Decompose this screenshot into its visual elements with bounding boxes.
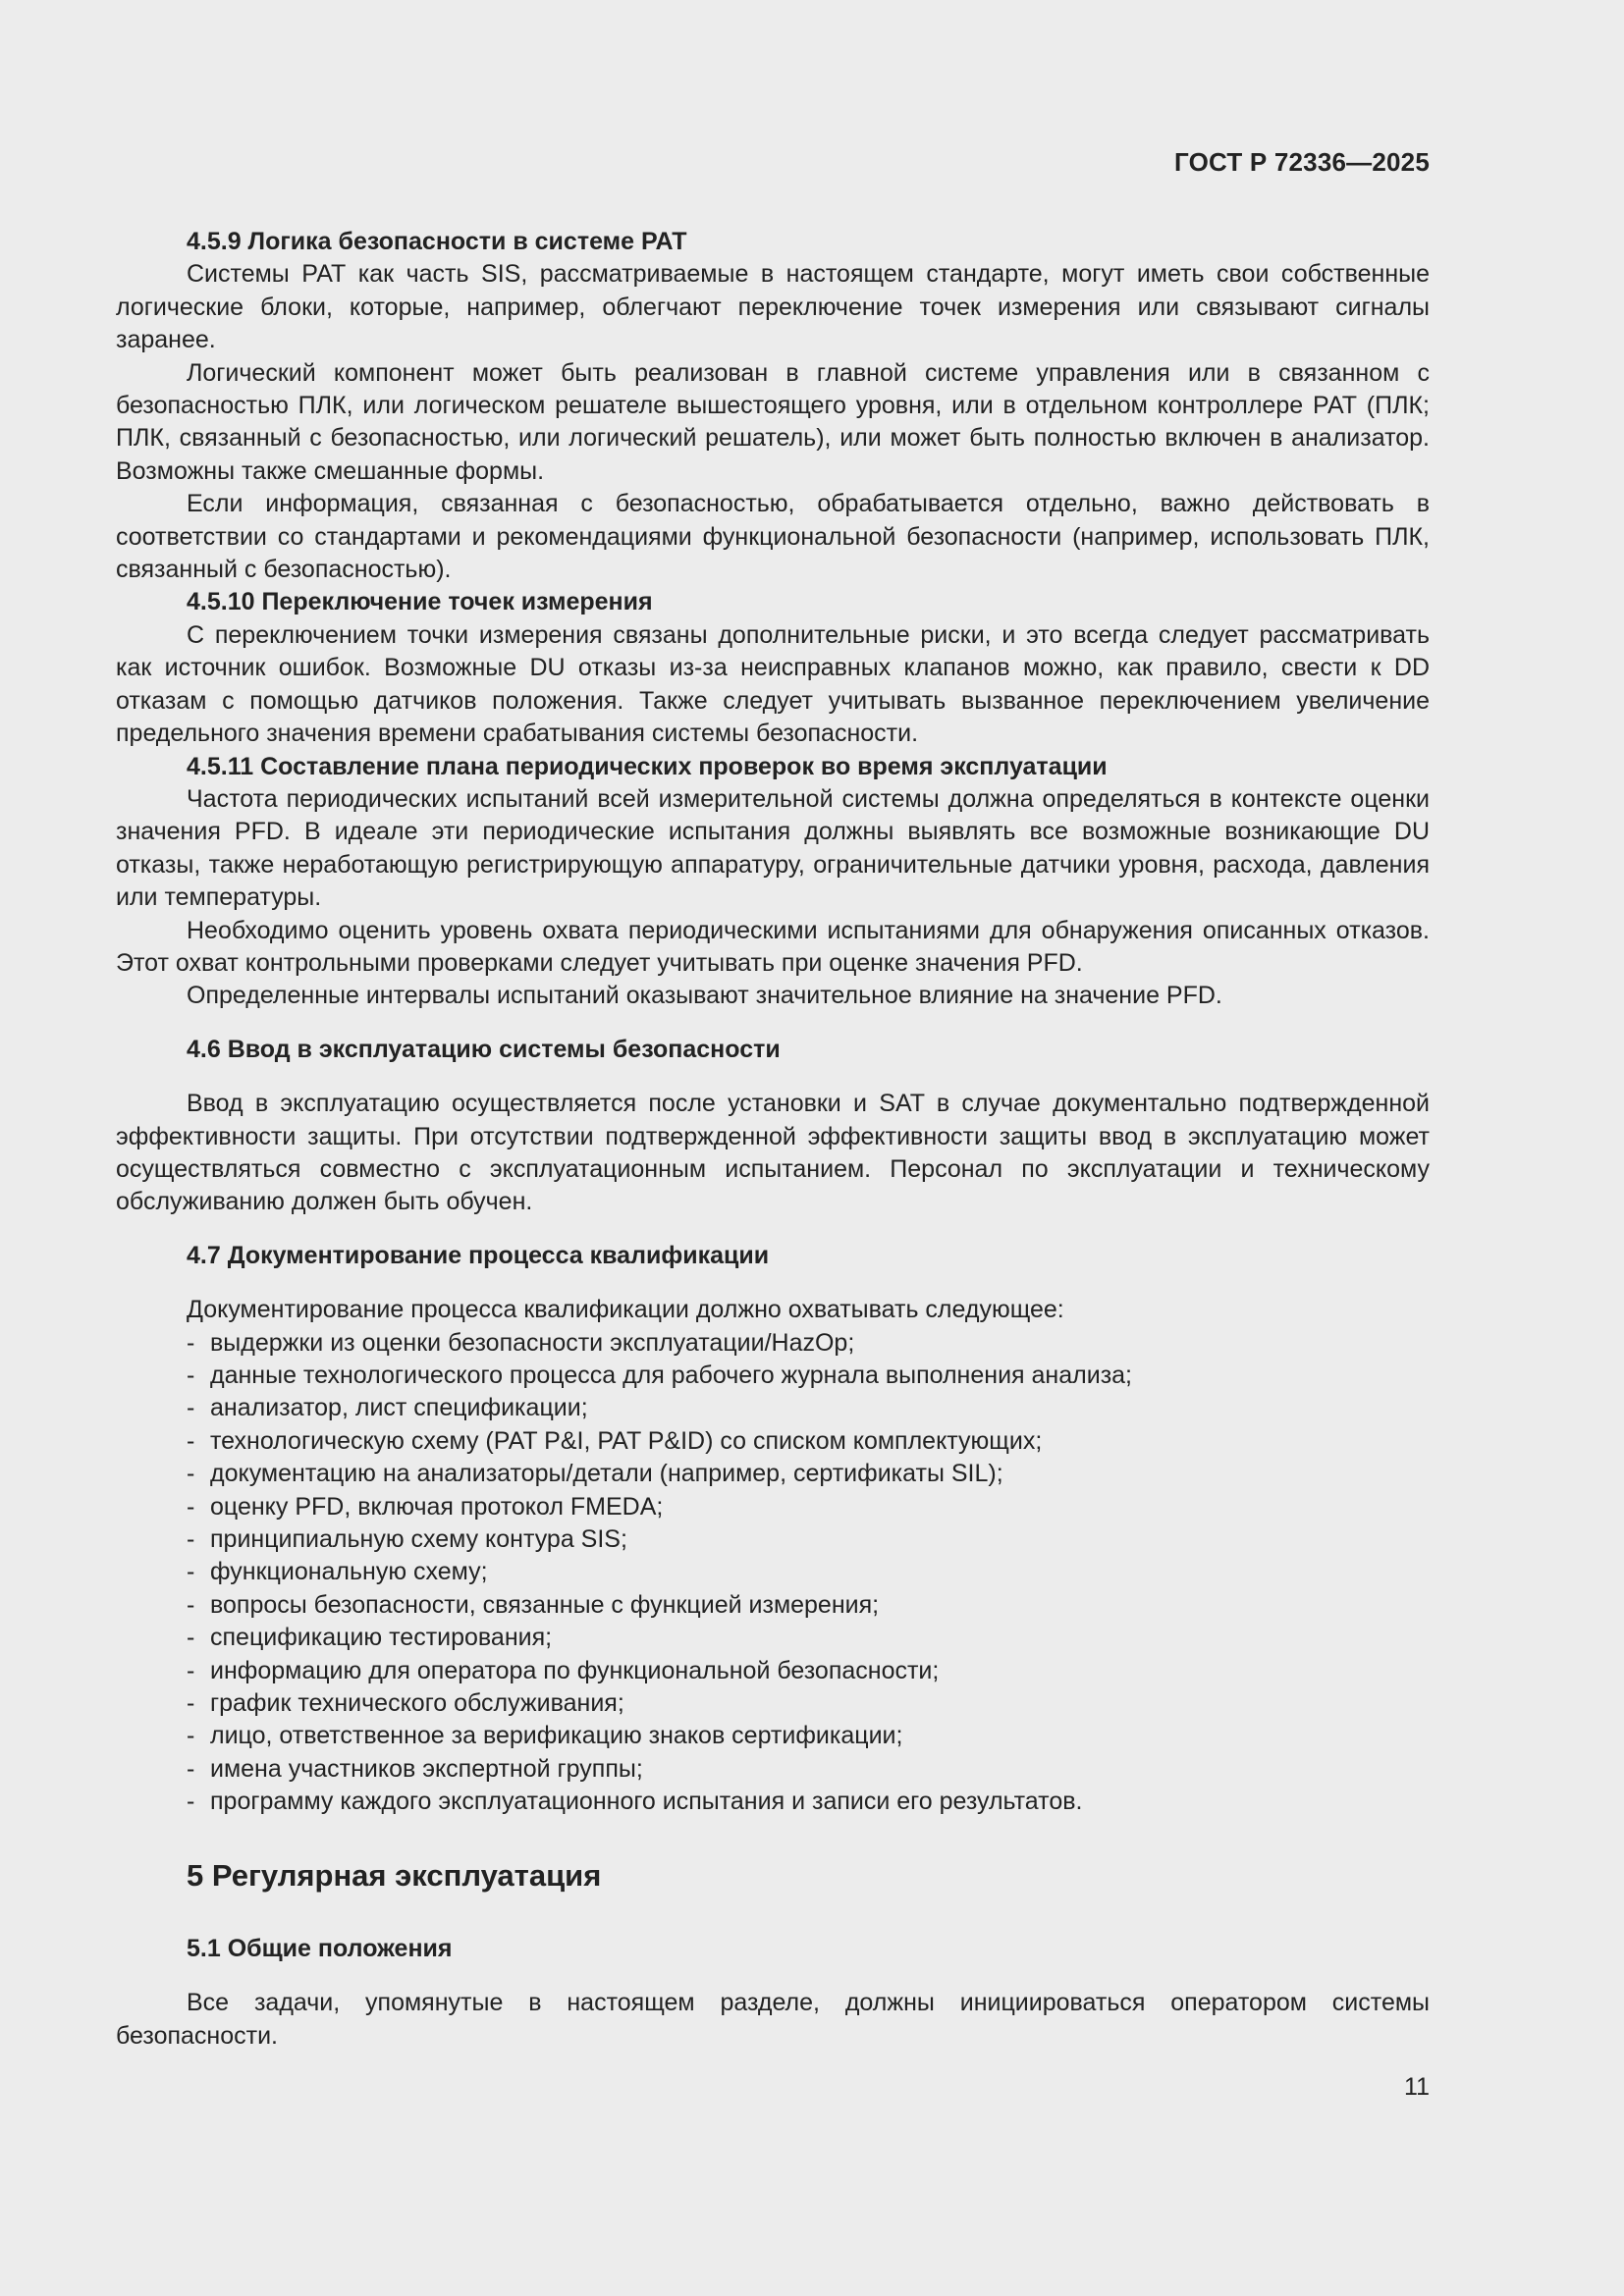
paragraph: Ввод в эксплуатацию осуществляется после установки и SAT в случае документально подтвержденной эффективности защиты. При отсутствии подтвержденной эффективности защиты ввод в эксплуатацию может осуществляться совместно с эксплуатационным испытанием. Персонал по эксплуатации и техническому обслуживанию должен быть обучен. xyxy=(116,1090,1430,1216)
list-item: - вопросы безопасности, связанные с функцией измерения; xyxy=(187,1589,1430,1622)
list-item: - программу каждого эксплуатационного испытания и записи его результатов. xyxy=(187,1786,1430,1818)
chapter-heading-5: 5 Регулярная эксплуатация xyxy=(187,1857,602,1893)
section-heading-4-5-9: 4.5.9 Логика безопасности в системе РАТ xyxy=(187,228,687,255)
section-heading-4-5-11: 4.5.11 Составление плана периодических проверок во время эксплуатации xyxy=(187,752,1108,780)
paragraph: Необходимо оценить уровень охвата периодическими испытаниями для обнаружения описанных отказов. Этот охват контрольными проверками следует учитывать при оценке значения PFD. xyxy=(116,916,1430,977)
list-item: - документацию на анализаторы/детали (например, сертификаты SIL); xyxy=(187,1458,1430,1490)
document-page xyxy=(116,0,1430,2296)
section-heading-4-5-10: 4.5.10 Переключение точек измерения xyxy=(187,588,653,616)
list-item: - информацию для оператора по функциональной безопасности; xyxy=(187,1655,1430,1687)
paragraph: Частота периодических испытаний всей измерительной системы должна определяться в контексте оценки значения PFD. В идеале эти периодические испытания должны выявлять все возможные возникающие DU отказы, также неработающую регистрирующую аппаратуру, ограничительные датчики уровня, расхода, давления или температуры. xyxy=(116,784,1430,912)
list-item: - функциональную схему; xyxy=(187,1556,1430,1588)
paragraph: С переключением точки измерения связаны дополнительные риски, и это всегда следует рассматривать как источник ошибок. Возможные DU отказы из-за неисправных клапанов можно, как правило, свести к DD отказам с помощью датчиков положения. Также следует учитывать вызванное переключением увеличение предельного значения времени срабатывания системы безопасности. xyxy=(116,620,1430,748)
section-heading-4-7: 4.7 Документирование процесса квалификации xyxy=(187,1241,770,1269)
paragraph: Если информация, связанная с безопасностью, обрабатывается отдельно, важно действовать в соответствии со стандартами и рекомендациями функциональной безопасности (например, использовать ПЛК, связанный с безопасностью). xyxy=(116,490,1430,584)
list-item: - технологическую схему (PAT P&I, PAT P&ID) со списком комплектующих; xyxy=(187,1425,1430,1458)
section-heading-5-1: 5.1 Общие положения xyxy=(187,1934,453,1962)
list-item: - спецификацию тестирования; xyxy=(187,1622,1430,1654)
paragraph: Все задачи, упомянутые в настоящем разделе, должны инициироваться оператором системы безопасности. xyxy=(116,1989,1430,2050)
paragraph: Определенные интервалы испытаний оказывают значительное влияние на значение PFD. xyxy=(187,982,1222,1010)
list-item: - лицо, ответственное за верификацию знаков сертификации; xyxy=(187,1720,1430,1752)
section-heading-4-6: 4.6 Ввод в эксплуатацию системы безопасности xyxy=(187,1035,781,1063)
list-item: - анализатор, лист спецификации; xyxy=(187,1392,1430,1424)
list-item: - выдержки из оценки безопасности эксплуатации/HazOp; xyxy=(187,1327,1430,1360)
page-number: 11 xyxy=(1404,2073,1430,2101)
documentation-list xyxy=(116,1327,1430,1819)
list-item: - принципиальную схему контура SIS; xyxy=(187,1523,1430,1556)
document-id-header: ГОСТ Р 72336—2025 xyxy=(1174,147,1430,177)
list-item: - данные технологического процесса для рабочего журнала выполнения анализа; xyxy=(187,1360,1430,1392)
paragraph: Системы РАТ как часть SIS, рассматриваемые в настоящем стандарте, могут иметь свои собственные логические блоки, которые, например, облегчают переключение точек измерения или связывают сигналы заранее. xyxy=(116,260,1430,354)
list-item: - оценку PFD, включая протокол FMEDA; xyxy=(187,1491,1430,1523)
document-body xyxy=(116,226,1430,2053)
list-item: - график технического обслуживания; xyxy=(187,1687,1430,1720)
list-item: - имена участников экспертной группы; xyxy=(187,1753,1430,1786)
paragraph: Логический компонент может быть реализован в главной системе управления или в связанном с безопасностью ПЛК, или логическом решателе вышестоящего уровня, или в отдельном контроллере РАТ (ПЛК; ПЛК, связанный с безопасностью, или логический решатель), или может быть полностью включен в анализатор. Возможны также смешанные формы. xyxy=(116,358,1430,485)
list-intro: Документирование процесса квалификации должно охватывать следующее: xyxy=(187,1296,1064,1324)
